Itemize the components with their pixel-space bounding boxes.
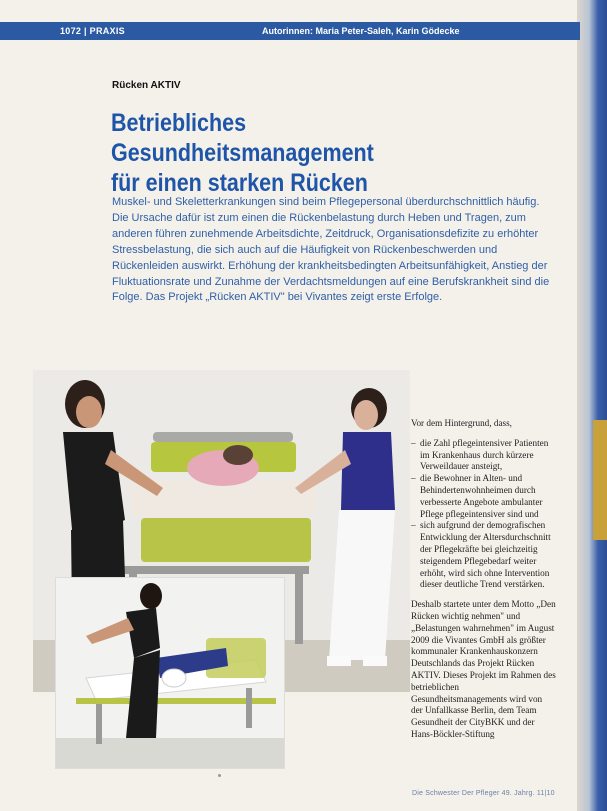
authors-line: Autorinnen: Maria Peter-Saleh, Karin Gödecke xyxy=(262,26,460,36)
body-bullet: – sich aufgrund der demografischen Entwicklung der Altersdurchschnitt der Pflegekräfte bei gleichzeitig steigendem Pflegebedarf weiter erhöht, wird sich ohne Intervention dieser deutliche Trend verstärken. xyxy=(411,520,556,591)
body-text-column xyxy=(411,418,556,749)
page-footer: Die Schwester Der Pfleger 49. Jahrg. 11|10 xyxy=(412,790,555,797)
body-bullet: – die Bewohner in Alten- und Behindertenwohnheimen durch verbesserte Angebote ambulanter Pflege pflegeintensiver sind und xyxy=(411,473,556,520)
body-bullet: – die Zahl pflegeintensiver Patienten im Krankenhaus durch kürzere Verweildauer ansteigt, xyxy=(411,438,556,473)
title-line-1: Betriebliches Gesundheitsmanagement xyxy=(111,109,374,167)
page-section-label: 1072 | PRAXIS xyxy=(60,26,125,36)
body-intro: Vor dem Hintergrund, dass, xyxy=(411,418,512,428)
body-paragraph: Deshalb startete unter dem Motto „Den Rücken wichtig nehmen" und „Belastungen wahrnehmen" im August 2009 die Vivantes GmbH als größter kommunaler Krankenhauskonzern Deutschlands das Projekt Rücken AKTIV. Dieses Projekt im Rahmen des betrieblichen Gesundheitsmanagements wird von der Unfallkasse Berlin, dem Team Gesundheit der CityBKK und der Hans-Böckler-Stiftung xyxy=(411,599,556,739)
photo-back-exercise xyxy=(55,577,285,769)
page-edge-strip xyxy=(593,420,607,540)
article-lead: Muskel- und Skeletterkrankungen sind beim Pflegepersonal überdurchschnittlich häufig. Die Ursache dafür ist zum einen die Rückenbelastung durch Heben und Tragen, zum anderen führen zunehmende Arbeitsdichte, Zeitdruck, Organisationsdefizite zu erhöhter Stressbelastung, die sich auch auf die Häufigkeit von Rückenbeschwerden und Rückenleiden auswirkt. Erhöhung der krankheitsbedingten Arbeitsunfähigkeit, Anstieg der Fluktuationsrate und Zunahme der Verdachtsmeldungen auf eine Berufskrankheit sind die Folge. Das Projekt „Rücken AKTIV" bei Vivantes zeigt erste Erfolge. xyxy=(112,196,550,304)
article-kicker: Rücken AKTIV xyxy=(112,80,181,91)
photo-back-exercise-drawing xyxy=(56,578,284,768)
header-bar xyxy=(0,22,580,40)
article-title xyxy=(111,108,507,198)
title-line-2: für einen starken Rücken xyxy=(111,169,368,197)
body-bullet-list xyxy=(411,438,556,591)
page-edge-binding xyxy=(577,0,607,811)
decorative-dot xyxy=(218,774,221,777)
